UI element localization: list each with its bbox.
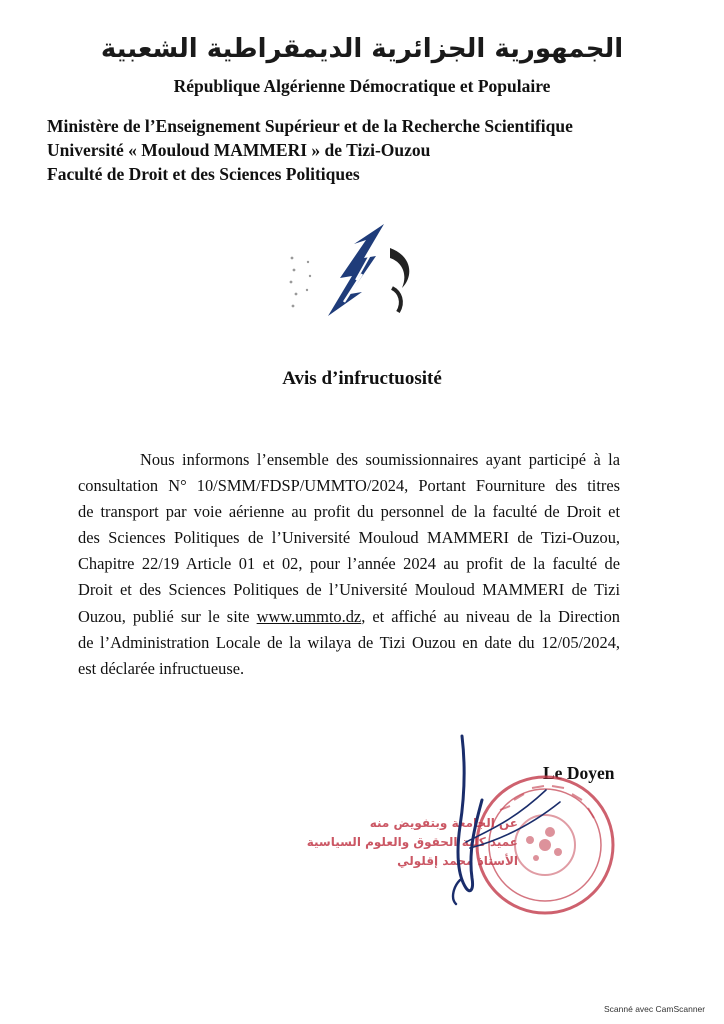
ministry-name: Ministère de l’Enseignement Supérieur et de la Recherche Scientifique — [47, 116, 573, 136]
handwritten-signature-icon — [410, 730, 570, 910]
faculty-name: Faculté de Droit et des Sciences Politiques — [47, 164, 360, 184]
body-line: Chapitre 22/19 Article 01 et 02, pour l’année 2024 au profit de la faculté de — [78, 554, 620, 574]
body-line: des Sciences Politiques de l’Université Mouloud MAMMERI de Tizi-Ouzou, — [78, 528, 620, 548]
university-logo-icon — [280, 218, 430, 328]
body-line: de l’Administration Locale de la wilaya de Tizi Ouzou en date du 12/05/2024, — [78, 632, 620, 652]
body-line-with-link — [78, 604, 620, 630]
body-line: Nous informons l’ensemble des soumissionnaires ayant participé à la — [140, 450, 620, 469]
body-line-prefix: Ouzou, publié sur le site — [78, 606, 257, 626]
arabic-republic-title: الجمهورية الجزائرية الديمقراطية الشعبية — [100, 34, 624, 64]
seal-line: عميد كلية الحقوق والعلوم السياسية — [306, 835, 518, 849]
signatory-title: Le Doyen — [543, 763, 615, 783]
notice-body — [78, 447, 620, 682]
website-link[interactable]: www.ummto.dz — [256, 606, 362, 626]
body-line: consultation N° 10/SMM/FDSP/UMMTO/2024, Portant Fourniture des titres — [78, 476, 620, 496]
body-line: est déclarée infructueuse. — [78, 658, 245, 678]
republic-title: République Algérienne Démocratique et Populaire — [173, 76, 551, 96]
seal-line: عن الجامعة وبتفويض منه — [369, 816, 518, 830]
scanner-watermark: Scanné avec CamScanner — [604, 1004, 706, 1014]
university-name: Université « Mouloud MAMMERI » de Tizi-Ouzou — [47, 140, 431, 160]
body-line: Droit et des Sciences Politiques de l’Université Mouloud MAMMERI de Tizi — [78, 580, 620, 600]
body-line-suffix: , et affiché au niveau de la Direction — [361, 606, 620, 626]
document-title: Avis d’infructuosité — [282, 368, 442, 389]
body-line: de transport par voie aérienne au profit du personnel de la faculté de Droit et — [78, 502, 620, 522]
seal-line: الأستاذ محمد إقلولي — [397, 854, 518, 868]
